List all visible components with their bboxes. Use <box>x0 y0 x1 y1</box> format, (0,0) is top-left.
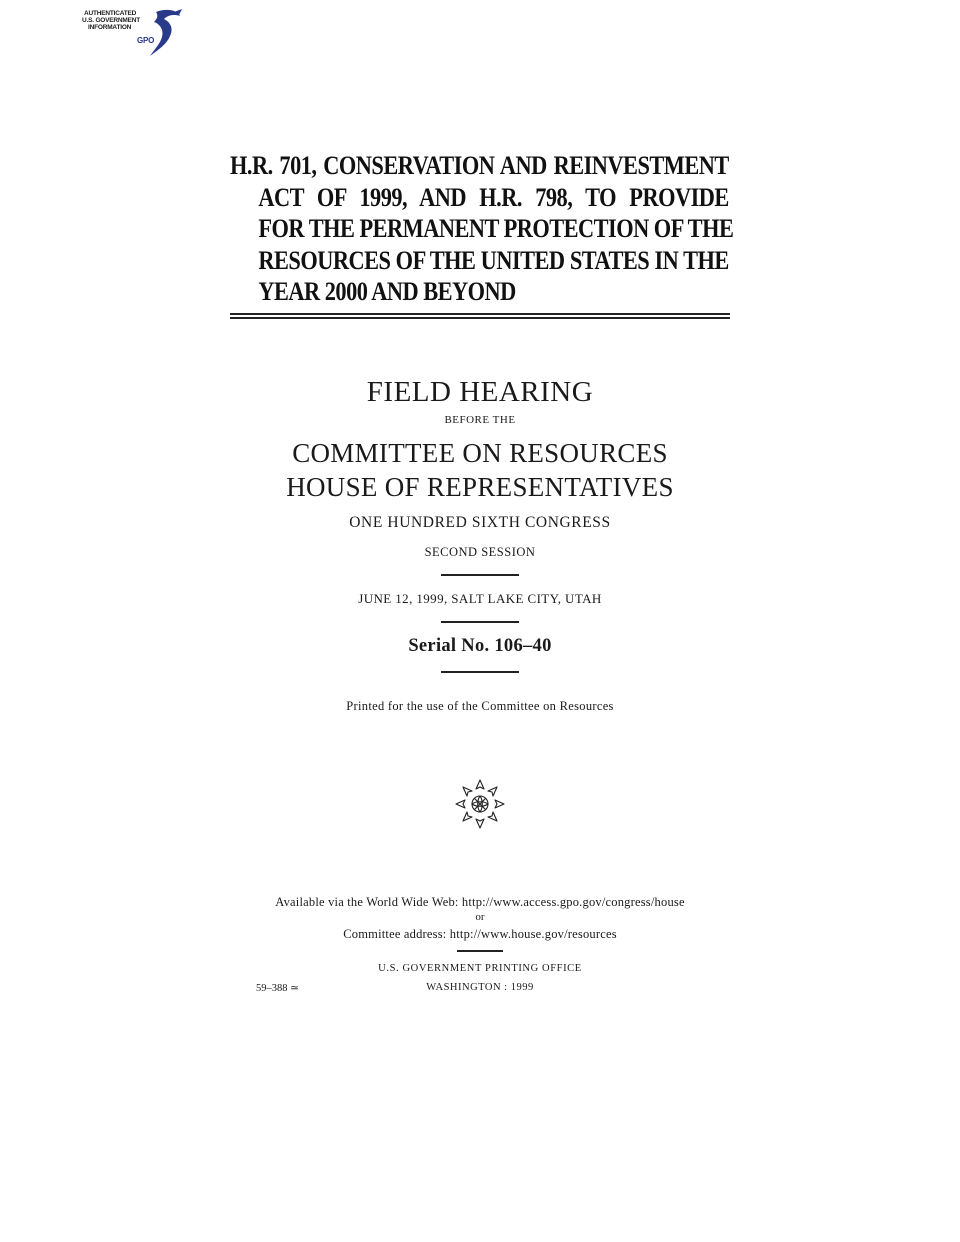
committee-address: Committee address: http://www.house.gov/resources <box>343 927 617 941</box>
seal-line-authenticated: AUTHENTICATED <box>84 10 137 17</box>
seal-line-government: U.S. GOVERNMENT <box>82 17 141 24</box>
before-the-label: BEFORE THE <box>444 414 516 426</box>
printed-for-note: Printed for the use of the Committee on Resources <box>346 699 614 713</box>
gpo-authentication-seal <box>70 6 186 62</box>
title-line-1: H.R. 701, CONSERVATION AND REINVESTMENT <box>230 151 729 180</box>
divider-rule <box>441 671 519 673</box>
divider-rule <box>441 621 519 623</box>
publication-place-year: WASHINGTON : 1999 <box>426 982 534 993</box>
footer-rule <box>457 950 503 952</box>
committee-name: COMMITTEE ON RESOURCES <box>292 438 668 468</box>
house-name: HOUSE OF REPRESENTATIVES <box>286 472 674 502</box>
flower-ornament-icon <box>453 777 507 831</box>
congress-label: ONE HUNDRED SIXTH CONGRESS <box>349 514 611 531</box>
seal-line-information: INFORMATION <box>88 24 132 31</box>
hearing-type: FIELD HEARING <box>366 376 594 408</box>
serial-number: Serial No. 106–40 <box>408 636 552 656</box>
printing-office: U.S. GOVERNMENT PRINTING OFFICE <box>378 963 582 974</box>
divider-rule <box>441 574 519 576</box>
title-line-4: RESOURCES OF THE UNITED STATES IN THE <box>258 245 729 275</box>
or-separator: or <box>475 911 485 923</box>
seal-line-gpo: GPO <box>137 36 155 45</box>
document-title <box>230 150 734 308</box>
jacket-number: 59–388 ≃ <box>256 983 299 994</box>
session-label: SECOND SESSION <box>424 545 536 559</box>
title-line-2: ACT OF 1999, AND H.R. 798, TO PROVIDE <box>258 182 729 212</box>
title-line-3: FOR THE PERMANENT PROTECTION OF THE <box>258 214 734 243</box>
title-line-5: YEAR 2000 AND BEYOND <box>258 277 516 306</box>
hearing-date-location: JUNE 12, 1999, SALT LAKE CITY, UTAH <box>358 591 602 606</box>
web-availability: Available via the World Wide Web: http://www.access.gpo.gov/congress/house <box>275 895 685 909</box>
title-double-rule <box>230 313 730 319</box>
